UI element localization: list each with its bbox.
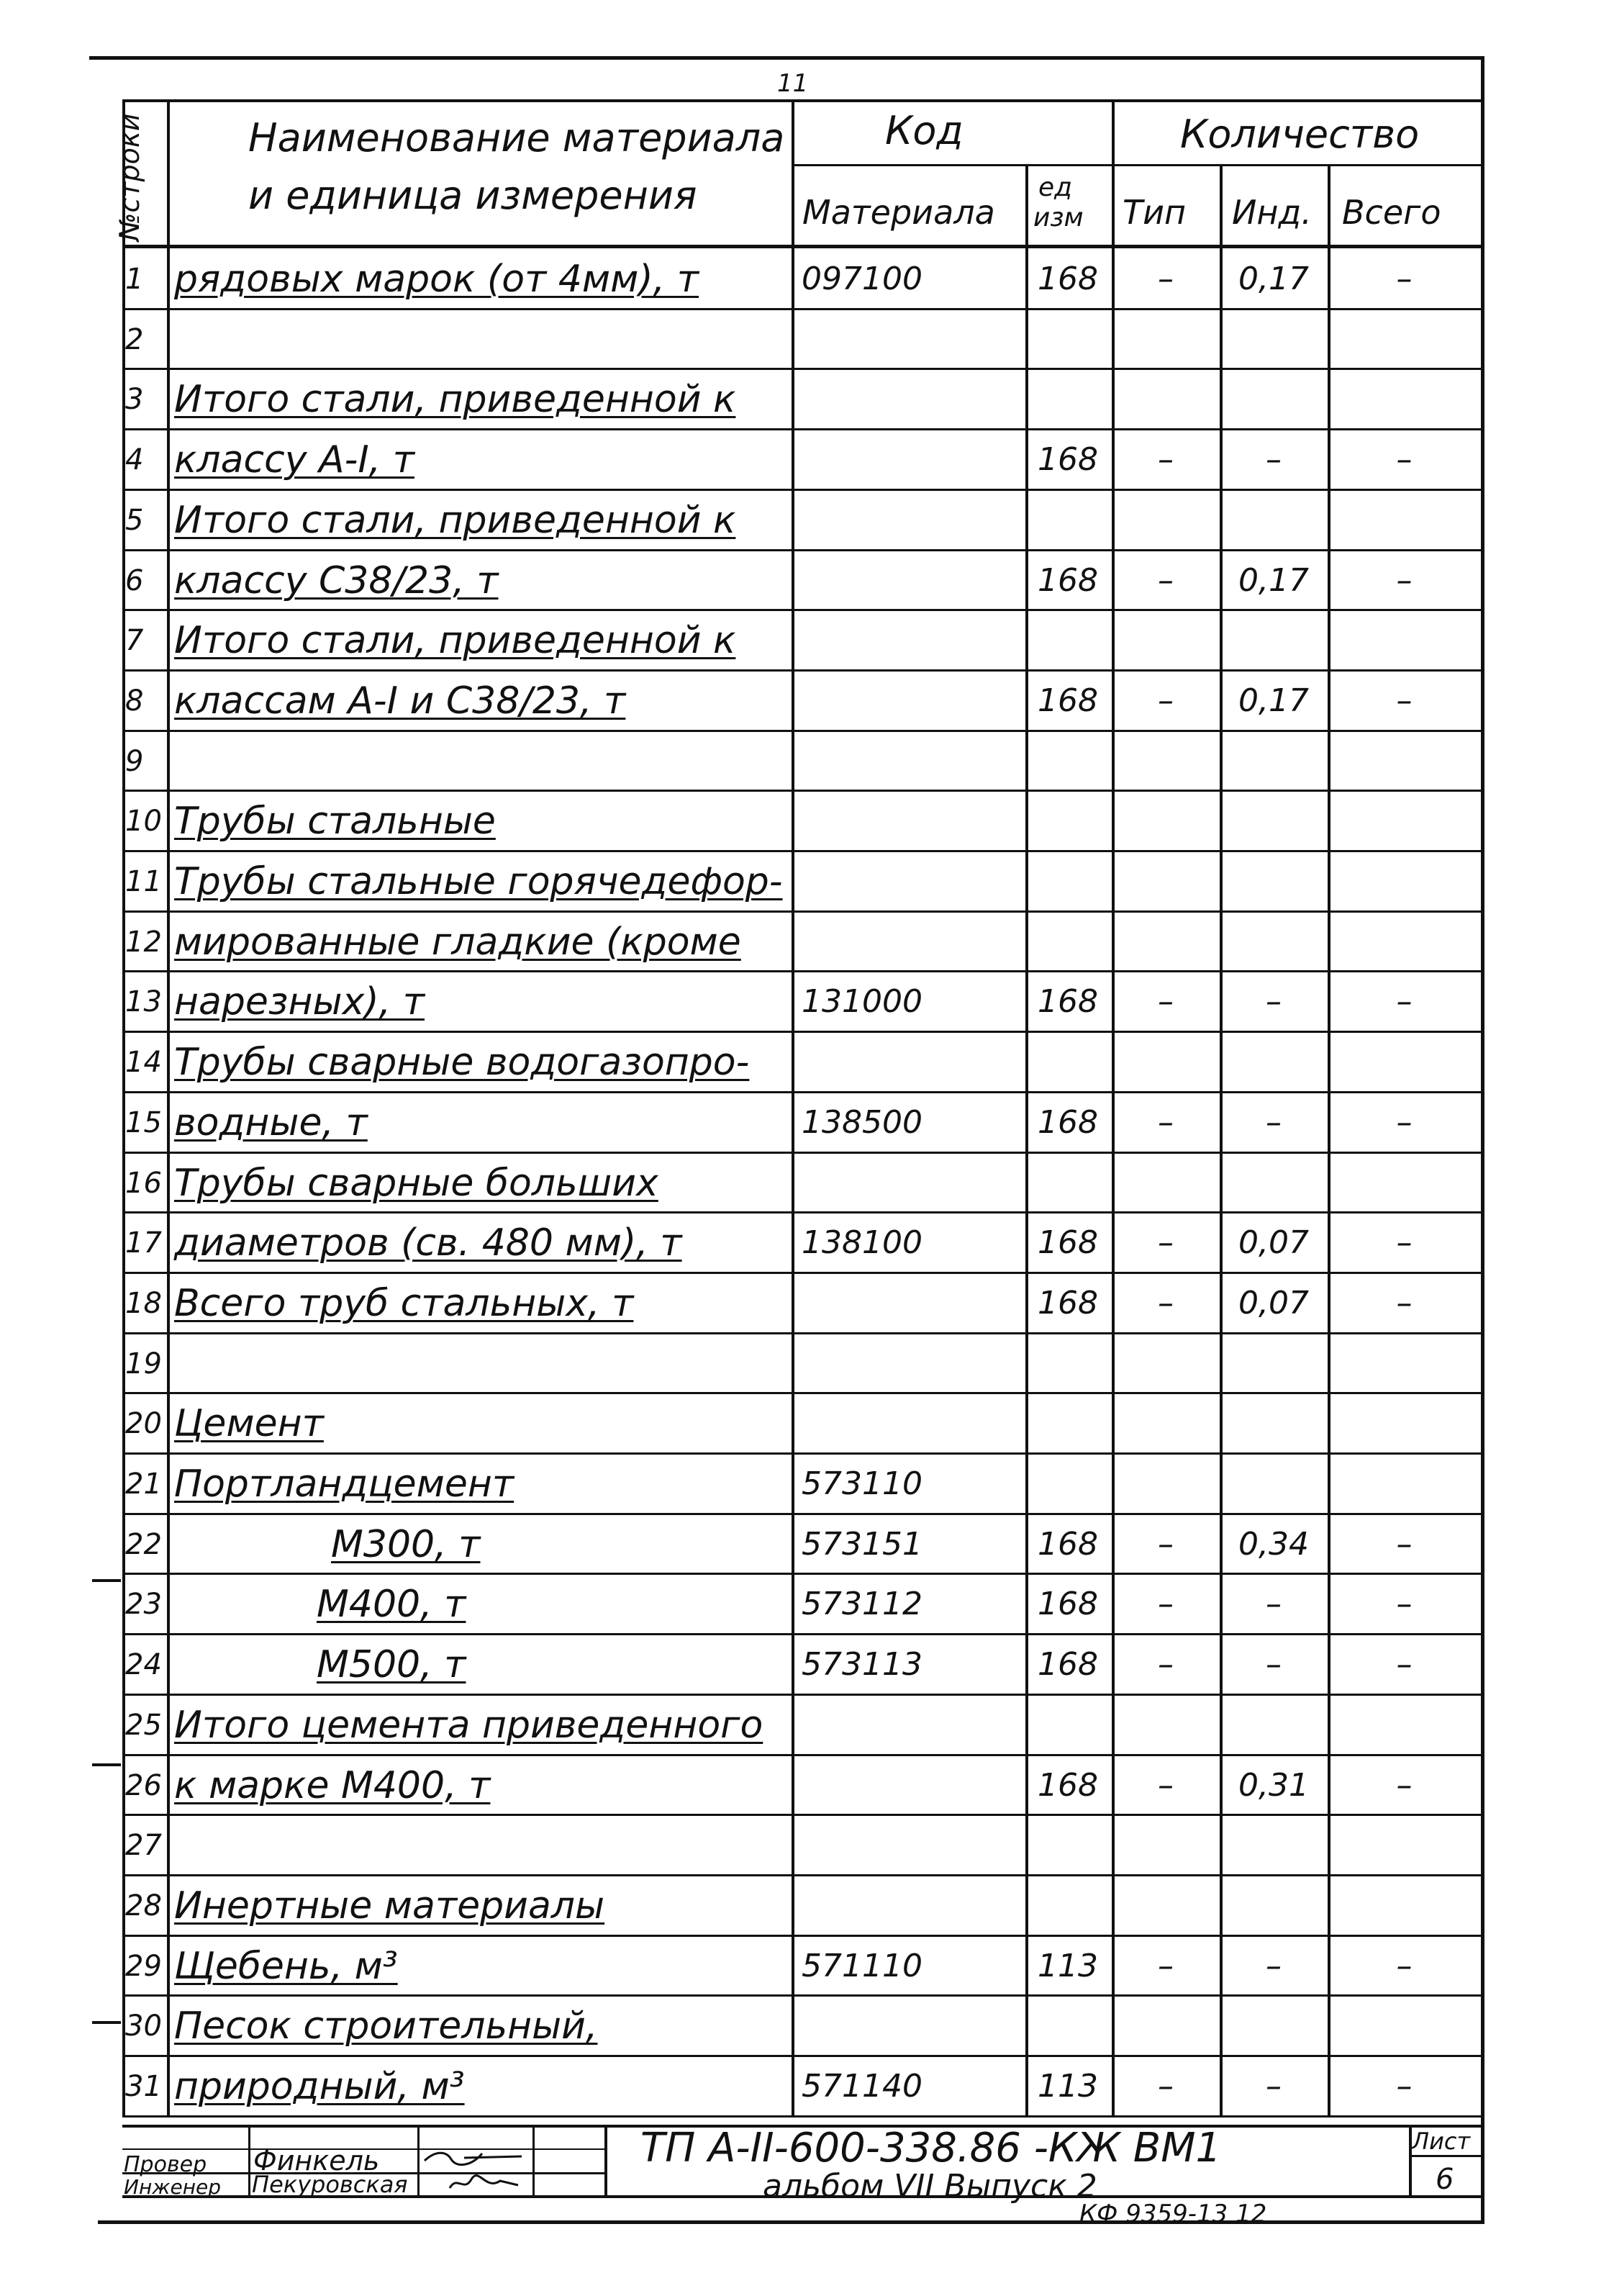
- title-block-sheet-line: [1409, 2155, 1484, 2157]
- qty-ind: 0,31: [1238, 1766, 1309, 1804]
- name-header-line2: и единица измерения: [248, 173, 697, 218]
- row-line: [122, 669, 1481, 672]
- unit-code: 168: [1038, 1586, 1098, 1623]
- qty-type: –: [1158, 1586, 1174, 1623]
- code-header: Код: [885, 108, 964, 153]
- qty-type: –: [1158, 1284, 1174, 1321]
- row-number: 23: [125, 1588, 162, 1622]
- role-checker: Провер: [124, 2152, 207, 2177]
- qty-ind: 0,17: [1238, 561, 1309, 599]
- material-name: Песок строительный,: [174, 2005, 598, 2048]
- material-name: рядовых марок (от 4мм), т: [174, 258, 699, 301]
- qty-total: –: [1396, 1525, 1413, 1563]
- row-number: 7: [125, 624, 144, 658]
- qty-ind: –: [1266, 1646, 1282, 1683]
- type-header: Тип: [1123, 193, 1187, 232]
- sheet-label: Лист: [1412, 2128, 1471, 2155]
- col-line-name: [167, 99, 170, 2115]
- row-number: 28: [125, 1889, 162, 1922]
- qty-type: –: [1158, 1947, 1174, 1984]
- name-checker: Финкель: [253, 2145, 380, 2177]
- title-block-v4: [604, 2125, 607, 2197]
- material-code: 138500: [802, 1103, 922, 1141]
- ind-header: Инд.: [1232, 193, 1312, 232]
- margin-tick-1: [92, 1579, 121, 1582]
- frame-right-line: [1481, 56, 1484, 2223]
- row-line: [122, 2055, 1481, 2057]
- material-name: М400, т: [317, 1583, 466, 1627]
- row-number: 16: [125, 1166, 162, 1200]
- row-line: [122, 308, 1481, 310]
- row-number: 21: [125, 1468, 162, 1501]
- material-name: классам А-I и С38/23, т: [174, 679, 626, 723]
- document-code: ТП А-II-600-338.86 -КЖ ВМ1: [640, 2125, 1222, 2171]
- material-name: природный, м³: [174, 2065, 465, 2108]
- row-line: [122, 2115, 1481, 2118]
- col-line-code: [792, 99, 794, 2115]
- material-name: Трубы сварные водогазопро-: [174, 1041, 750, 1085]
- row-line: [122, 1392, 1481, 1394]
- row-number: 15: [125, 1106, 162, 1139]
- row-number: 29: [125, 1949, 162, 1983]
- row-number: 6: [125, 564, 144, 597]
- qty-type: –: [1158, 1646, 1174, 1683]
- row-line: [122, 368, 1481, 370]
- qty-type: –: [1158, 561, 1174, 599]
- qty-ind: –: [1266, 441, 1282, 479]
- material-name: Цемент: [174, 1402, 324, 1446]
- header-sub-line: [792, 164, 1481, 166]
- row-number: 17: [125, 1226, 162, 1260]
- qty-ind: 0,07: [1238, 1284, 1309, 1321]
- qty-ind: 0,17: [1238, 261, 1309, 297]
- row-line: [122, 1874, 1481, 1876]
- material-name: нарезных), т: [174, 980, 425, 1024]
- row-line: [122, 1573, 1481, 1575]
- material-code: 573110: [802, 1465, 922, 1502]
- material-name: классу А-I, т: [174, 438, 415, 482]
- row-line: [122, 1814, 1481, 1816]
- row-line: [122, 428, 1481, 430]
- unit-code: 113: [1038, 2068, 1098, 2105]
- row-number: 25: [125, 1708, 162, 1742]
- row-number: 18: [125, 1286, 162, 1320]
- qty-type: –: [1158, 1224, 1174, 1262]
- row-line: [122, 1513, 1481, 1515]
- material-code: 097100: [802, 261, 922, 297]
- material-name: Трубы сварные больших: [174, 1161, 658, 1205]
- row-number: 4: [125, 443, 144, 477]
- row-line: [122, 1754, 1481, 1756]
- material-name: классу С38/23, т: [174, 559, 499, 602]
- material-name: водные, т: [174, 1100, 368, 1144]
- qty-ind: 0,17: [1238, 682, 1309, 719]
- unit-code: 168: [1038, 1525, 1098, 1563]
- material-name: Всего труб стальных, т: [174, 1281, 634, 1325]
- qty-type: –: [1158, 983, 1174, 1021]
- material-name: Инертные материалы: [174, 1884, 605, 1927]
- row-number: 3: [125, 383, 144, 417]
- qty-total: –: [1396, 682, 1413, 719]
- row-number: 10: [125, 805, 162, 839]
- qty-total: –: [1396, 1947, 1413, 1984]
- material-code: 573112: [802, 1586, 922, 1623]
- qty-ind: –: [1266, 1586, 1282, 1623]
- qty-type: –: [1158, 1766, 1174, 1804]
- material-name: диаметров (св. 480 мм), т: [174, 1221, 682, 1265]
- row-number: 12: [125, 925, 162, 959]
- row-number: 2: [125, 322, 144, 356]
- material-code: 131000: [802, 983, 922, 1021]
- row-line: [122, 1211, 1481, 1213]
- qty-total: –: [1396, 1766, 1413, 1804]
- row-number: 19: [125, 1347, 162, 1380]
- qty-ind: 0,07: [1238, 1224, 1309, 1262]
- qty-total: –: [1396, 2068, 1413, 2105]
- unit-code: 168: [1038, 1646, 1098, 1683]
- unit-code: 168: [1038, 1224, 1098, 1262]
- signature-checker: [421, 2145, 529, 2171]
- row-number: 20: [125, 1407, 162, 1441]
- row-number: 13: [125, 985, 162, 1019]
- row-number: 1: [125, 263, 144, 296]
- title-block-v1: [248, 2125, 250, 2197]
- material-code: 573113: [802, 1646, 922, 1683]
- material-name: Итого цемента приведенного: [174, 1703, 763, 1747]
- material-code: 571110: [802, 1947, 922, 1984]
- row-line: [122, 1994, 1481, 1997]
- qty-total: –: [1396, 561, 1413, 599]
- material-name: мированные гладкие (кроме: [174, 920, 741, 964]
- qty-type: –: [1158, 1525, 1174, 1563]
- row-line: [122, 910, 1481, 913]
- row-line: [122, 1152, 1481, 1154]
- total-header: Всего: [1342, 193, 1441, 232]
- row-number-header: №строки: [114, 113, 145, 241]
- row-line: [122, 850, 1481, 852]
- unit-header-bottom: изм: [1033, 203, 1084, 232]
- row-line: [122, 1935, 1481, 1937]
- material-name: к марке М400, т: [174, 1763, 491, 1807]
- qty-total: –: [1396, 1103, 1413, 1141]
- qty-type: –: [1158, 682, 1174, 719]
- qty-ind: 0,34: [1238, 1525, 1309, 1563]
- material-name: Портландцемент: [174, 1463, 514, 1506]
- row-number: 5: [125, 503, 144, 537]
- row-line: [122, 790, 1481, 792]
- row-line: [122, 1272, 1481, 1274]
- header-bottom-line: [122, 245, 1481, 248]
- footer-code: КФ 9359-13 12: [1079, 2200, 1267, 2228]
- title-block-v2: [417, 2125, 420, 2197]
- qty-total: –: [1396, 261, 1413, 297]
- qty-type: –: [1158, 2068, 1174, 2105]
- qty-total: –: [1396, 1586, 1413, 1623]
- row-number: 26: [125, 1768, 162, 1802]
- row-number: 24: [125, 1648, 162, 1682]
- role-engineer: Инженер: [124, 2175, 222, 2199]
- material-code: 571140: [802, 2068, 922, 2105]
- row-line: [122, 549, 1481, 551]
- material-name: Итого стали, приведенной к: [174, 498, 736, 542]
- qty-total: –: [1396, 1224, 1413, 1262]
- header-top-line: [122, 99, 1481, 102]
- unit-code: 168: [1038, 441, 1098, 479]
- unit-code: 168: [1038, 983, 1098, 1021]
- row-line: [122, 1694, 1481, 1696]
- row-line: [122, 730, 1481, 732]
- qty-total: –: [1396, 983, 1413, 1021]
- qty-ind: –: [1266, 983, 1282, 1021]
- material-header: Материала: [802, 193, 995, 232]
- row-line: [122, 1633, 1481, 1635]
- row-number: 31: [125, 2070, 162, 2103]
- name-header-line1: Наименование материала: [248, 115, 785, 161]
- material-name: Трубы стальные горячедефор-: [174, 860, 783, 903]
- material-name: Щебень, м³: [174, 1944, 398, 1988]
- unit-code: 168: [1038, 261, 1098, 297]
- qty-ind: –: [1266, 1947, 1282, 1984]
- material-code: 573151: [802, 1525, 922, 1563]
- row-number: 8: [125, 684, 144, 718]
- row-line: [122, 489, 1481, 491]
- row-number: 22: [125, 1527, 162, 1561]
- name-engineer: Пекуровская: [252, 2171, 408, 2198]
- row-number: 11: [125, 865, 162, 898]
- row-line: [122, 970, 1481, 972]
- margin-tick-3: [92, 2021, 121, 2024]
- row-number: 27: [125, 1829, 162, 1863]
- row-line: [122, 609, 1481, 611]
- unit-code: 168: [1038, 1103, 1098, 1141]
- qty-type: –: [1158, 441, 1174, 479]
- row-number: 14: [125, 1046, 162, 1080]
- qty-header: Количество: [1180, 112, 1420, 157]
- qty-total: –: [1396, 1646, 1413, 1683]
- material-name: М500, т: [317, 1643, 466, 1687]
- material-name: Трубы стальные: [174, 800, 496, 844]
- unit-code: 113: [1038, 1947, 1098, 1984]
- qty-total: –: [1396, 1284, 1413, 1321]
- row-number: 30: [125, 2010, 162, 2043]
- row-line: [122, 1332, 1481, 1334]
- row-line: [122, 1091, 1481, 1093]
- unit-code: 168: [1038, 561, 1098, 599]
- unit-code: 168: [1038, 1284, 1098, 1321]
- row-line: [122, 1452, 1481, 1455]
- frame-top-line: [89, 56, 1484, 60]
- unit-header-top: ед: [1038, 173, 1073, 202]
- row-line: [122, 1031, 1481, 1033]
- qty-ind: –: [1266, 2068, 1282, 2105]
- page-number: 11: [777, 69, 809, 98]
- qty-ind: –: [1266, 1103, 1282, 1141]
- material-name: Итого стали, приведенной к: [174, 619, 736, 663]
- title-block-v3: [532, 2125, 535, 2197]
- margin-tick-2: [92, 1763, 121, 1766]
- unit-code: 168: [1038, 682, 1098, 719]
- qty-type: –: [1158, 261, 1174, 297]
- material-name: Итого стали, приведенной к: [174, 378, 736, 422]
- unit-code: 168: [1038, 1766, 1098, 1804]
- material-name: М300, т: [331, 1522, 481, 1566]
- material-code: 138100: [802, 1224, 922, 1262]
- signature-engineer: [421, 2171, 529, 2195]
- qty-total: –: [1396, 441, 1413, 479]
- sheet-number: 6: [1436, 2163, 1454, 2196]
- album-issue: альбом VII Выпуск 2: [763, 2168, 1097, 2205]
- frame-bottom-line: [98, 2220, 1484, 2224]
- row-number: 9: [125, 744, 144, 778]
- qty-type: –: [1158, 1103, 1174, 1141]
